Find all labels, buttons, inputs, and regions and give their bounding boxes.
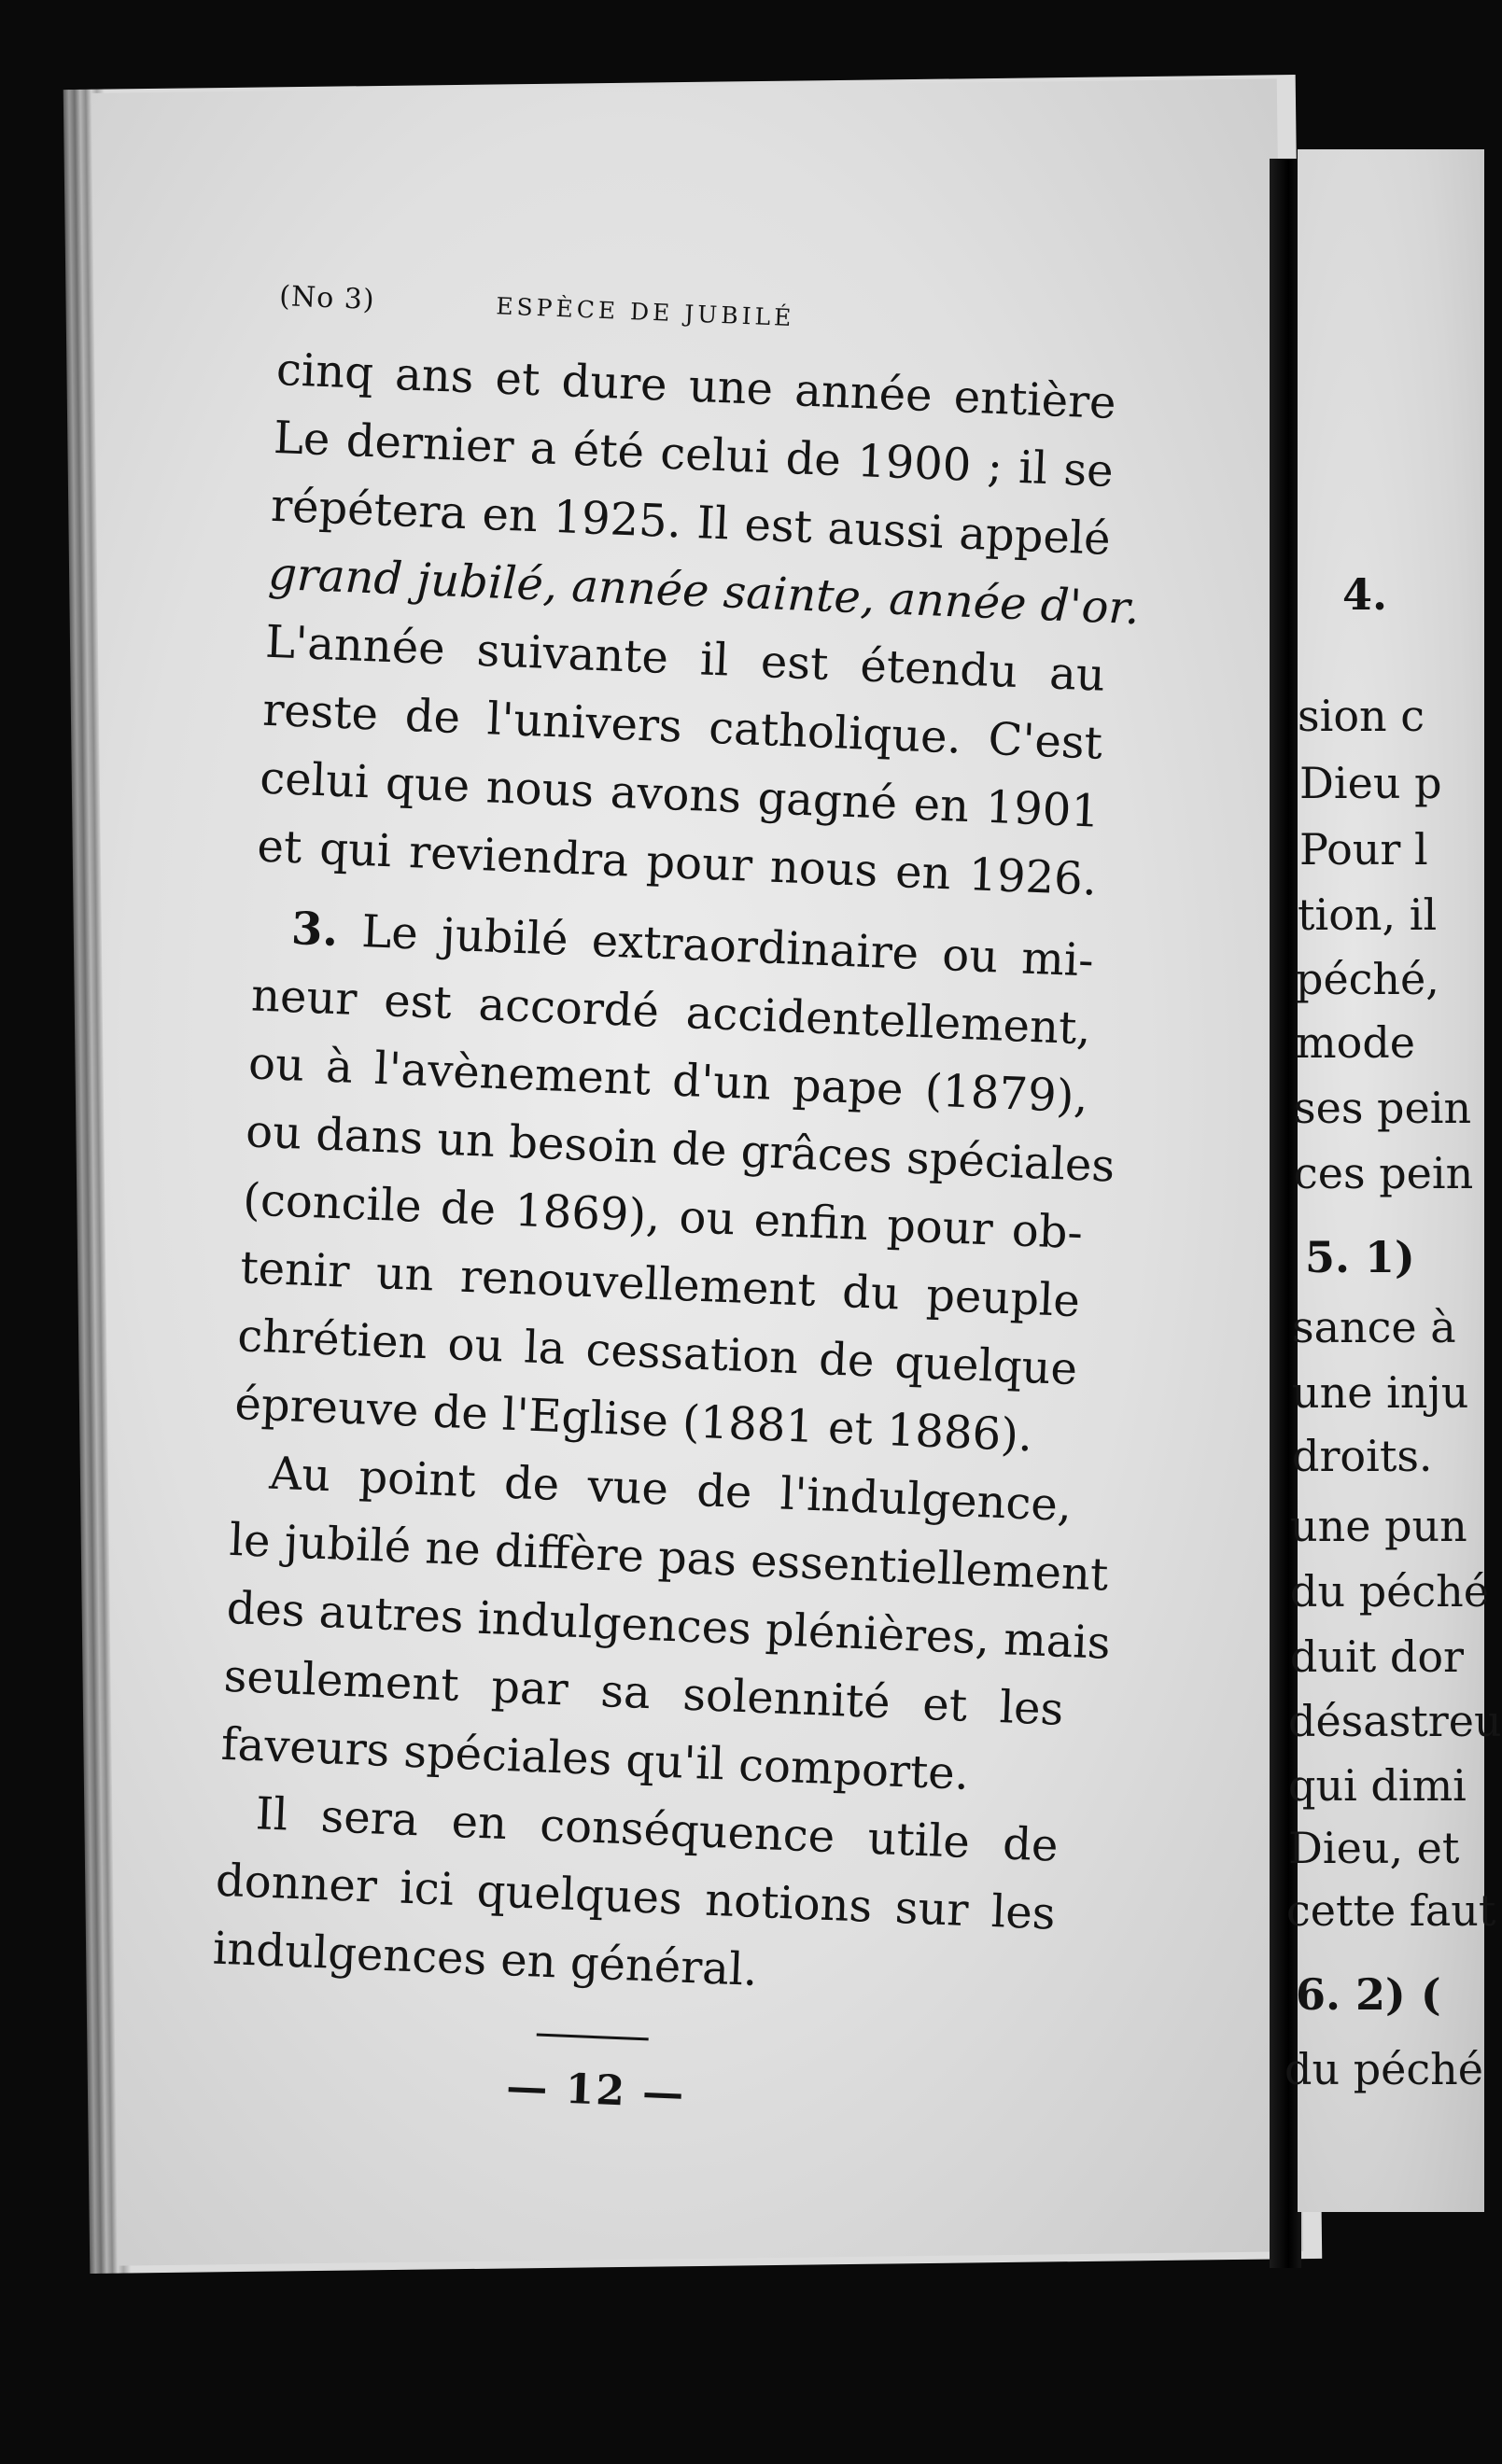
chapter-number: (No 3) (278, 280, 376, 317)
text-line: désastreu (1288, 1696, 1502, 1746)
text-line: faveurs spéciales qu'il comporte. (219, 1717, 971, 1800)
text-line: neur est accordé accidentellement, (250, 969, 1092, 1056)
text-line: tenir un renouvellement du peuple (239, 1241, 1081, 1328)
text-line: cette faut (1286, 1885, 1496, 1936)
text-line: cinq ans et dure une année entière (275, 343, 1117, 430)
text-line: du péché (1290, 1566, 1489, 1617)
paragraph-number: 3. (289, 903, 340, 958)
text-line: ou à l'avènement d'un pape (1879), (247, 1037, 1089, 1124)
page-number: — 12 — (505, 2063, 687, 2118)
text-line: Au point de vue de l'indulgence, (268, 1447, 1074, 1533)
text-line: péché, (1296, 954, 1439, 1004)
text-line: une pun (1290, 1501, 1467, 1551)
text-line: ses pein (1294, 1083, 1472, 1133)
text-line: qui dimi (1288, 1760, 1467, 1811)
left-page-text (207, 280, 1141, 2133)
paragraph-number: 4. (1342, 569, 1388, 620)
text-line: droits. (1292, 1431, 1433, 1481)
text-line: grand jubilé, année sainte, année d'or. (267, 547, 1141, 636)
book-gutter (1270, 159, 1301, 2268)
text-line: du péché (1284, 2044, 1483, 2094)
text-line: répétera en 1925. Il est aussi appelé (270, 479, 1112, 566)
running-title: ESPÈCE DE JUBILÉ (495, 292, 795, 332)
text-line: duit dor (1290, 1631, 1465, 1682)
footer-rule (537, 2034, 649, 2041)
text-line: et qui reviendra pour nous en 1926. (256, 819, 1099, 906)
text-line: Pour l (1299, 824, 1428, 875)
text-line: reste de l'univers catholique. C'est (261, 683, 1103, 770)
text-line: épreuve de l'Eglise (1881 et 1886). (233, 1378, 1034, 1463)
paragraph-number: 5. 1) (1305, 1232, 1415, 1282)
text-line: (concile de 1869), ou enfin pour ob- (242, 1173, 1084, 1260)
paragraph-number: 6. 2) ( (1296, 1969, 1441, 2020)
text-line: sion c (1298, 691, 1425, 741)
text-line: indulgences en général. (212, 1922, 759, 1996)
text-line: sance à (1292, 1302, 1456, 1352)
text-line: celui que nous avons gagné en 1901 (259, 751, 1101, 838)
text-line: une inju (1292, 1367, 1469, 1418)
text-line: le jubilé ne diffère pas essentiellement (228, 1513, 1110, 1602)
text-line: mode (1296, 1017, 1415, 1068)
text-line: Le dernier a été celui de 1900 ; il se (273, 411, 1115, 497)
text-line: Dieu, et (1288, 1823, 1460, 1873)
text-line: Il sera en conséquence utile de (254, 1787, 1060, 1872)
text-line: L'année suivante il est étendu au (264, 615, 1106, 702)
text-line: Le jubilé extraordinaire ou mi- (360, 905, 1095, 987)
text-line: tion, il (1298, 889, 1438, 940)
text-line: seulement par sa solennité et les (222, 1649, 1065, 1736)
text-line: donner ici quelques notions sur les (215, 1854, 1057, 1940)
text-line: des autres indulgences plénières, mais (225, 1581, 1112, 1670)
text-line: Dieu p (1299, 758, 1442, 808)
text-line: chrétien ou la cessation de quelque (236, 1309, 1078, 1396)
text-line: ces pein (1294, 1148, 1474, 1198)
text-line: ou dans un besoin de grâces spéciales (245, 1105, 1116, 1193)
